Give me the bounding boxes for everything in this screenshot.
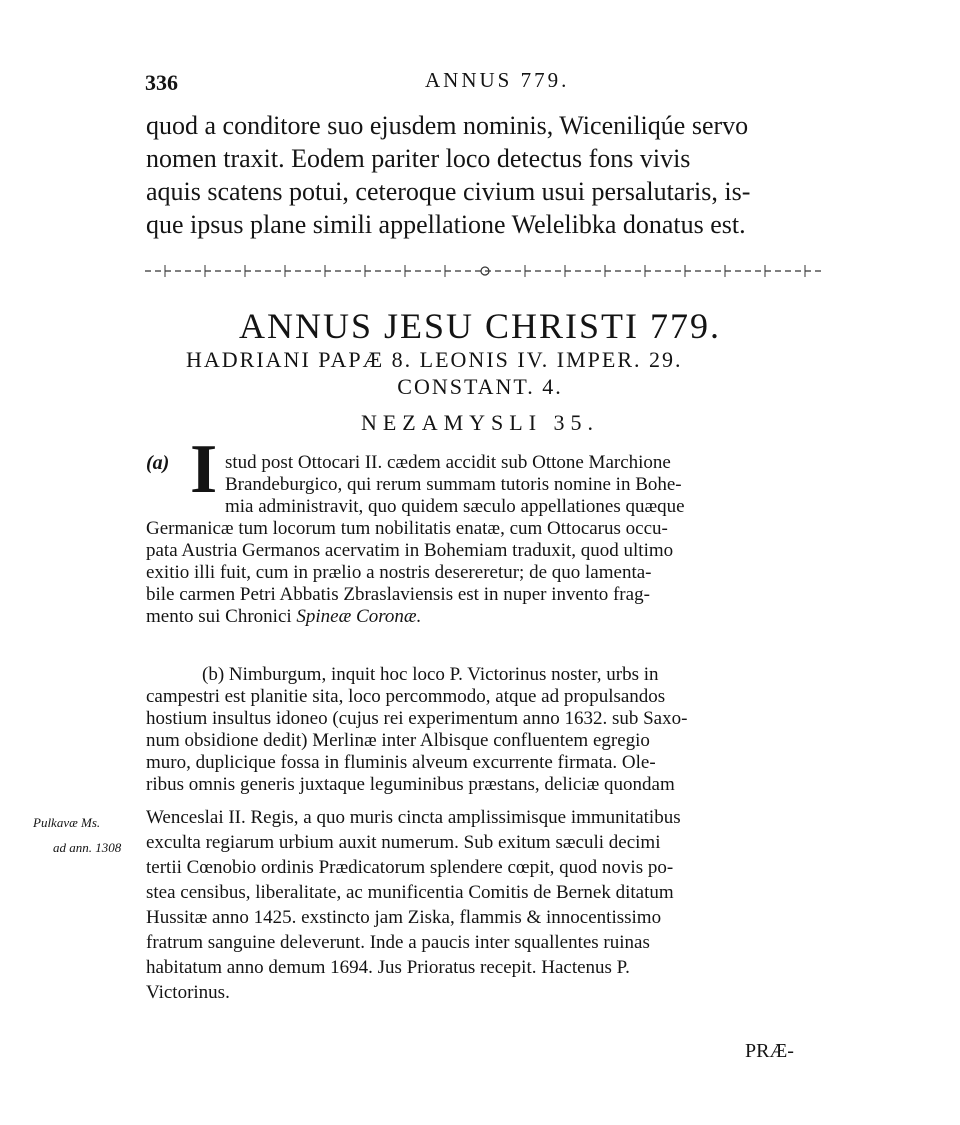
text-line: (b) Nimburgum, inquit hoc loco P. Victorinus noster, urbs in <box>202 664 659 685</box>
text-line: bile carmen Petri Abbatis Zbraslaviensis est in nuper invento frag- <box>146 584 650 605</box>
text-segment: mento sui Chronici <box>146 606 292 627</box>
drop-capital: I <box>190 431 218 508</box>
text-line: stea censibus, liberalitate, ac munificentia Comitis de Bernek ditatum <box>146 882 674 903</box>
regnal-line: NEZAMYSLI 35. <box>360 410 600 435</box>
text-line: quod a conditore suo ejusdem nominis, Wiceniliqúe servo <box>146 111 749 140</box>
text-line: muro, duplicique fossa in fluminis alveum excurrente firmata. Ole- <box>146 752 656 773</box>
section-title: ANNUS JESU CHRISTI 779. <box>238 306 722 346</box>
text-line: pata Austria Germanos acervatim in Bohemiam traduxit, quod ultimo <box>146 540 674 561</box>
italic-title: Spineæ Coronæ. <box>296 606 422 627</box>
text-line: stud post Ottocari II. cædem accidit sub Ottone Marchione <box>225 452 671 473</box>
text-line: num obsidione dedit) Merlinæ inter Albisque confluentem egregio <box>146 730 650 751</box>
margin-note: Pulkavæ Ms. <box>33 815 101 830</box>
text-line: habitatum anno demum 1694. Jus Prioratus recepit. Hactenus P. <box>146 957 630 978</box>
text-line: Wenceslai II. Regis, a quo muris cincta amplissimisque immunitatibus <box>146 807 681 828</box>
margin-note: ad ann. 1308 <box>53 840 122 855</box>
text-line: Victorinus. <box>146 982 230 1003</box>
text-line: mia administravit, quo quidem sæculo appellationes quæque <box>225 496 685 517</box>
text-line: Hussitæ anno 1425. exstincto jam Ziska, flammis & innocentissimo <box>146 907 662 928</box>
page-number: 336 <box>145 70 178 95</box>
text-line: Germanicæ tum locorum tum nobilitatis enatæ, cum Ottocarus occu- <box>146 518 668 539</box>
text-line: que ipsus plane simili appellatione Welelibka donatus est. <box>146 210 746 239</box>
text-line <box>146 606 421 628</box>
text-line: fratrum sanguine deleverunt. Inde a paucis inter squallentes ruinas <box>146 932 650 953</box>
text-line: nomen traxit. Eodem pariter loco detectus fons vivis <box>146 144 691 173</box>
ornamental-rule <box>145 262 825 280</box>
text-line: campestri est planitie sita, loco percommodo, atque ad propulsandos <box>146 686 666 707</box>
text-line: exculta regiarum urbium auxit numerum. Sub exitum sæculi decimi <box>146 832 661 853</box>
running-head <box>0 66 960 98</box>
running-title: ANNUS 779. <box>425 68 570 92</box>
note-marker: (a) <box>146 452 170 474</box>
text-line: aquis scatens potui, ceteroque civium usui persalutaris, is- <box>146 177 751 206</box>
regnal-line: HADRIANI PAPÆ 8. LEONIS IV. IMPER. 29. <box>186 347 683 372</box>
regnal-line: CONSTANT. 4. <box>397 374 563 399</box>
text-line: hostium insultus idoneo (cujus rei experimentum anno 1632. sub Saxo- <box>146 708 688 729</box>
text-line: exitio illi fuit, cum in prælio a nostris desereretur; de quo lamenta- <box>146 562 652 583</box>
catchword: PRÆ- <box>745 1040 794 1062</box>
text-line: ribus omnis generis juxtaque leguminibus præstans, deliciæ quondam <box>146 774 675 795</box>
text-line: tertii Cœnobio ordinis Prædicatorum splendere cœpit, quod novis po- <box>146 857 674 878</box>
text-line: Brandeburgico, qui rerum summam tutoris nomine in Bohe- <box>225 474 682 495</box>
